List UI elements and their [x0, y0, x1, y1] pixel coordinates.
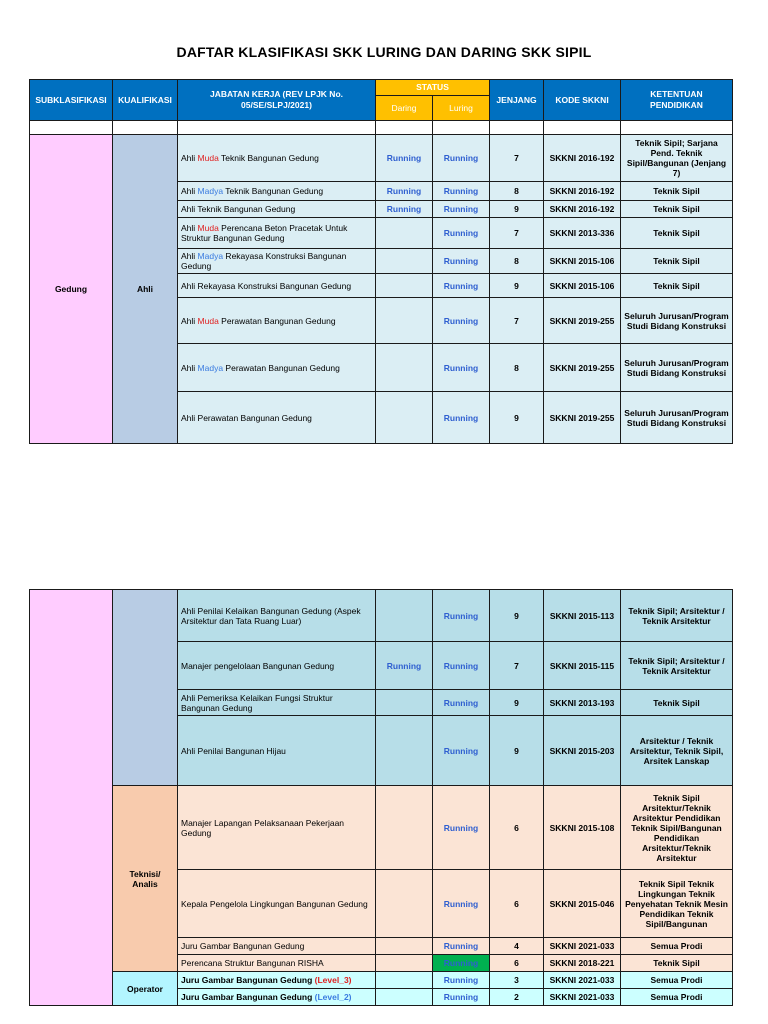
ketentuan-cell: Teknik Sipil; Arsitektur / Teknik Arsitektur	[621, 642, 733, 690]
daring-status	[376, 274, 433, 298]
header-daring: Daring	[376, 96, 433, 121]
jabatan-level: (Level_3)	[314, 975, 352, 985]
table-row	[30, 590, 733, 642]
luring-status: Running	[433, 642, 490, 690]
daring-status	[376, 870, 433, 938]
header-status: STATUS	[376, 80, 490, 96]
jabatan-suffix: Teknik Bangunan Gedung	[218, 153, 319, 163]
ketentuan-cell: Semua Prodi	[621, 972, 733, 989]
kode-cell: SKKNI 2021-033	[544, 972, 621, 989]
daring-status	[376, 972, 433, 989]
daring-status: Running	[376, 642, 433, 690]
luring-status: Running	[433, 938, 490, 955]
daring-status	[376, 218, 433, 249]
jabatan-cell: Ahli Penilai Bangunan Hijau	[178, 716, 376, 786]
daring-status: Running	[376, 201, 433, 218]
daring-status	[376, 938, 433, 955]
ketentuan-cell: Seluruh Jurusan/Program Studi Bidang Konstruksi	[621, 344, 733, 392]
jabatan-cell	[178, 135, 376, 182]
jabatan-prefix: Ahli	[181, 153, 198, 163]
jabatan-cell: Manajer pengelolaan Bangunan Gedung	[178, 642, 376, 690]
kode-cell: SKKNI 2018-221	[544, 955, 621, 972]
jenjang-cell: 8	[490, 182, 544, 201]
jenjang-cell: 6	[490, 870, 544, 938]
jabatan-prefix: Ahli	[181, 186, 198, 196]
kualifikasi-cell	[113, 590, 178, 786]
header-kualifikasi: KUALIFIKASI	[113, 80, 178, 121]
jabatan-cell	[178, 201, 376, 218]
kode-cell: SKKNI 2016-192	[544, 201, 621, 218]
jabatan-prefix: Ahli Perawatan Bangunan Gedung	[181, 412, 312, 423]
daring-status	[376, 690, 433, 716]
ketentuan-cell: Teknik Sipil	[621, 182, 733, 201]
ketentuan-cell: Teknik Sipil; Sarjana Pend. Teknik Sipil/Bangunan (Jenjang 7)	[621, 135, 733, 182]
luring-status: Running	[433, 972, 490, 989]
jenjang-cell: 9	[490, 690, 544, 716]
daring-status: Running	[376, 182, 433, 201]
daring-status	[376, 786, 433, 870]
jabatan-cell: Perencana Struktur Bangunan RISHA	[178, 955, 376, 972]
jenjang-cell: 4	[490, 938, 544, 955]
jenjang-cell: 7	[490, 218, 544, 249]
header-subklasifikasi: SUBKLASIFIKASI	[30, 80, 113, 121]
jenjang-cell: 9	[490, 201, 544, 218]
kualifikasi-cell: Teknisi/ Analis	[113, 786, 178, 972]
jabatan-cell: Ahli Pemeriksa Kelaikan Fungsi Struktur Bangunan Gedung	[178, 690, 376, 716]
jabatan-prefix: Ahli	[181, 362, 198, 373]
ketentuan-cell: Teknik Sipil	[621, 955, 733, 972]
kode-cell: SKKNI 2015-106	[544, 274, 621, 298]
jabatan-cell: Manajer Lapangan Pelaksanaan Pekerjaan Gedung	[178, 786, 376, 870]
ketentuan-cell: Teknik Sipil	[621, 274, 733, 298]
luring-status: Running	[433, 716, 490, 786]
luring-status: Running	[433, 392, 490, 444]
kode-cell: SKKNI 2015-108	[544, 786, 621, 870]
ketentuan-cell: Teknik Sipil	[621, 690, 733, 716]
klasifikasi-table-1	[29, 79, 733, 444]
jabatan-cell: Kepala Pengelola Lingkungan Bangunan Gedung	[178, 870, 376, 938]
ketentuan-cell: Teknik Sipil Teknik Lingkungan Teknik Penyehatan Teknik Mesin Pendidikan Teknik Sipil/Bangunan	[621, 870, 733, 938]
jabatan-level: Muda	[197, 153, 219, 163]
daring-status: Running	[376, 135, 433, 182]
table-row	[30, 135, 733, 182]
daring-status	[376, 955, 433, 972]
header-kode: KODE SKKNI	[544, 80, 621, 121]
jabatan-cell	[178, 989, 376, 1006]
jenjang-cell: 9	[490, 716, 544, 786]
jabatan-level: Muda	[197, 315, 219, 326]
ketentuan-cell: Teknik Sipil Arsitektur/Teknik Arsitektur Pendidikan Teknik Sipil/Bangunan Pendidikan Arsitektur/Teknik Arsitektur	[621, 786, 733, 870]
header-ketentuan: KETENTUAN PENDIDIKAN	[621, 80, 733, 121]
kode-cell: SKKNI 2015-106	[544, 249, 621, 274]
jabatan-cell	[178, 274, 376, 298]
jabatan-cell	[178, 182, 376, 201]
jabatan-level: (Level_2)	[314, 992, 352, 1002]
ketentuan-cell: Teknik Sipil	[621, 201, 733, 218]
kode-cell: SKKNI 2015-113	[544, 590, 621, 642]
kode-cell: SKKNI 2021-033	[544, 938, 621, 955]
jabatan-prefix: Juru Gambar Bangunan Gedung	[181, 975, 315, 985]
daring-status	[376, 989, 433, 1006]
jenjang-cell: 9	[490, 590, 544, 642]
kode-cell: SKKNI 2016-192	[544, 135, 621, 182]
page-title: DAFTAR KLASIFIKASI SKK LURING DAN DARING SKK SIPIL	[176, 44, 592, 60]
jenjang-cell: 3	[490, 972, 544, 989]
jabatan-suffix: Perawatan Bangunan Gedung	[218, 315, 336, 326]
kode-cell: SKKNI 2015-203	[544, 716, 621, 786]
ketentuan-cell: Seluruh Jurusan/Program Studi Bidang Konstruksi	[621, 298, 733, 344]
jabatan-cell	[178, 972, 376, 989]
daring-status	[376, 716, 433, 786]
luring-status: Running	[433, 690, 490, 716]
luring-status: Running	[433, 870, 490, 938]
table-row	[30, 786, 733, 870]
jabatan-level: Madya	[197, 251, 224, 261]
daring-status	[376, 344, 433, 392]
ketentuan-cell: Semua Prodi	[621, 989, 733, 1006]
header-luring: Luring	[433, 96, 490, 121]
kode-cell: SKKNI 2021-033	[544, 989, 621, 1006]
subklasifikasi-cell	[30, 590, 113, 1006]
jabatan-suffix: Rekayasa Konstruksi Bangunan Gedung	[181, 251, 347, 271]
ketentuan-cell: Teknik Sipil	[621, 218, 733, 249]
kode-cell: SKKNI 2013-336	[544, 218, 621, 249]
luring-status: Running	[433, 989, 490, 1006]
jabatan-prefix: Ahli Teknik Bangunan Gedung	[181, 204, 296, 214]
luring-status: Running	[433, 786, 490, 870]
jabatan-cell: Ahli Penilai Kelaikan Bangunan Gedung (Aspek Arsitektur dan Tata Ruang Luar)	[178, 590, 376, 642]
kualifikasi-cell: Operator	[113, 972, 178, 1006]
jabatan-prefix: Ahli	[181, 251, 198, 261]
daring-status	[376, 249, 433, 274]
luring-status: Running	[433, 274, 490, 298]
jabatan-suffix: Teknik Bangunan Gedung	[223, 186, 324, 196]
daring-status	[376, 392, 433, 444]
klasifikasi-table-2	[29, 589, 733, 1006]
jenjang-cell: 9	[490, 274, 544, 298]
ketentuan-cell: Seluruh Jurusan/Program Studi Bidang Konstruksi	[621, 392, 733, 444]
jabatan-cell	[178, 344, 376, 392]
kode-cell: SKKNI 2013-193	[544, 690, 621, 716]
blank-row	[30, 121, 733, 135]
jabatan-cell	[178, 249, 376, 274]
jenjang-cell: 6	[490, 786, 544, 870]
jabatan-suffix: Perencana Beton Pracetak Untuk Struktur Bangunan Gedung	[181, 223, 348, 243]
jenjang-cell: 2	[490, 989, 544, 1006]
kode-cell: SKKNI 2019-255	[544, 392, 621, 444]
subklasifikasi-cell: Gedung	[30, 135, 113, 444]
ketentuan-cell: Arsitektur / Teknik Arsitektur, Teknik Sipil, Arsitek Lanskap	[621, 716, 733, 786]
luring-status: Running	[433, 298, 490, 344]
luring-status: Running	[433, 344, 490, 392]
daring-status	[376, 298, 433, 344]
jenjang-cell: 8	[490, 249, 544, 274]
kode-cell: SKKNI 2019-255	[544, 298, 621, 344]
ketentuan-cell: Semua Prodi	[621, 938, 733, 955]
jabatan-cell: Juru Gambar Bangunan Gedung	[178, 938, 376, 955]
jabatan-level: Madya	[197, 362, 224, 373]
kode-cell: SKKNI 2015-046	[544, 870, 621, 938]
jenjang-cell: 6	[490, 955, 544, 972]
jabatan-prefix: Ahli	[181, 223, 198, 233]
luring-status: Running	[433, 249, 490, 274]
daring-status	[376, 590, 433, 642]
kode-cell: SKKNI 2019-255	[544, 344, 621, 392]
luring-status: Running	[433, 135, 490, 182]
jabatan-level: Madya	[197, 186, 224, 196]
luring-status: Running	[433, 590, 490, 642]
luring-status: Running	[433, 955, 490, 972]
table-row	[30, 972, 733, 989]
jenjang-cell: 7	[490, 298, 544, 344]
jabatan-suffix: Perawatan Bangunan Gedung	[223, 362, 340, 373]
header-jenjang: JENJANG	[490, 80, 544, 121]
ketentuan-cell: Teknik Sipil	[621, 249, 733, 274]
luring-status: Running	[433, 218, 490, 249]
header-jabatan: JABATAN KERJA (REV LPJK No. 05/SE/SLPJ/2021)	[178, 80, 376, 121]
kode-cell: SKKNI 2015-115	[544, 642, 621, 690]
jenjang-cell: 9	[490, 392, 544, 444]
jabatan-prefix: Ahli Rekayasa Konstruksi Bangunan Gedung	[181, 280, 352, 291]
kualifikasi-cell: Ahli	[113, 135, 178, 444]
jabatan-prefix: Juru Gambar Bangunan Gedung	[181, 992, 315, 1002]
ketentuan-cell: Teknik Sipil; Arsitektur / Teknik Arsitektur	[621, 590, 733, 642]
jenjang-cell: 7	[490, 642, 544, 690]
jabatan-level: Muda	[197, 223, 219, 233]
jabatan-cell	[178, 298, 376, 344]
luring-status: Running	[433, 182, 490, 201]
luring-status: Running	[433, 201, 490, 218]
jenjang-cell: 7	[490, 135, 544, 182]
jabatan-cell	[178, 218, 376, 249]
jabatan-prefix: Ahli	[181, 315, 198, 326]
jenjang-cell: 8	[490, 344, 544, 392]
jabatan-cell	[178, 392, 376, 444]
kode-cell: SKKNI 2016-192	[544, 182, 621, 201]
